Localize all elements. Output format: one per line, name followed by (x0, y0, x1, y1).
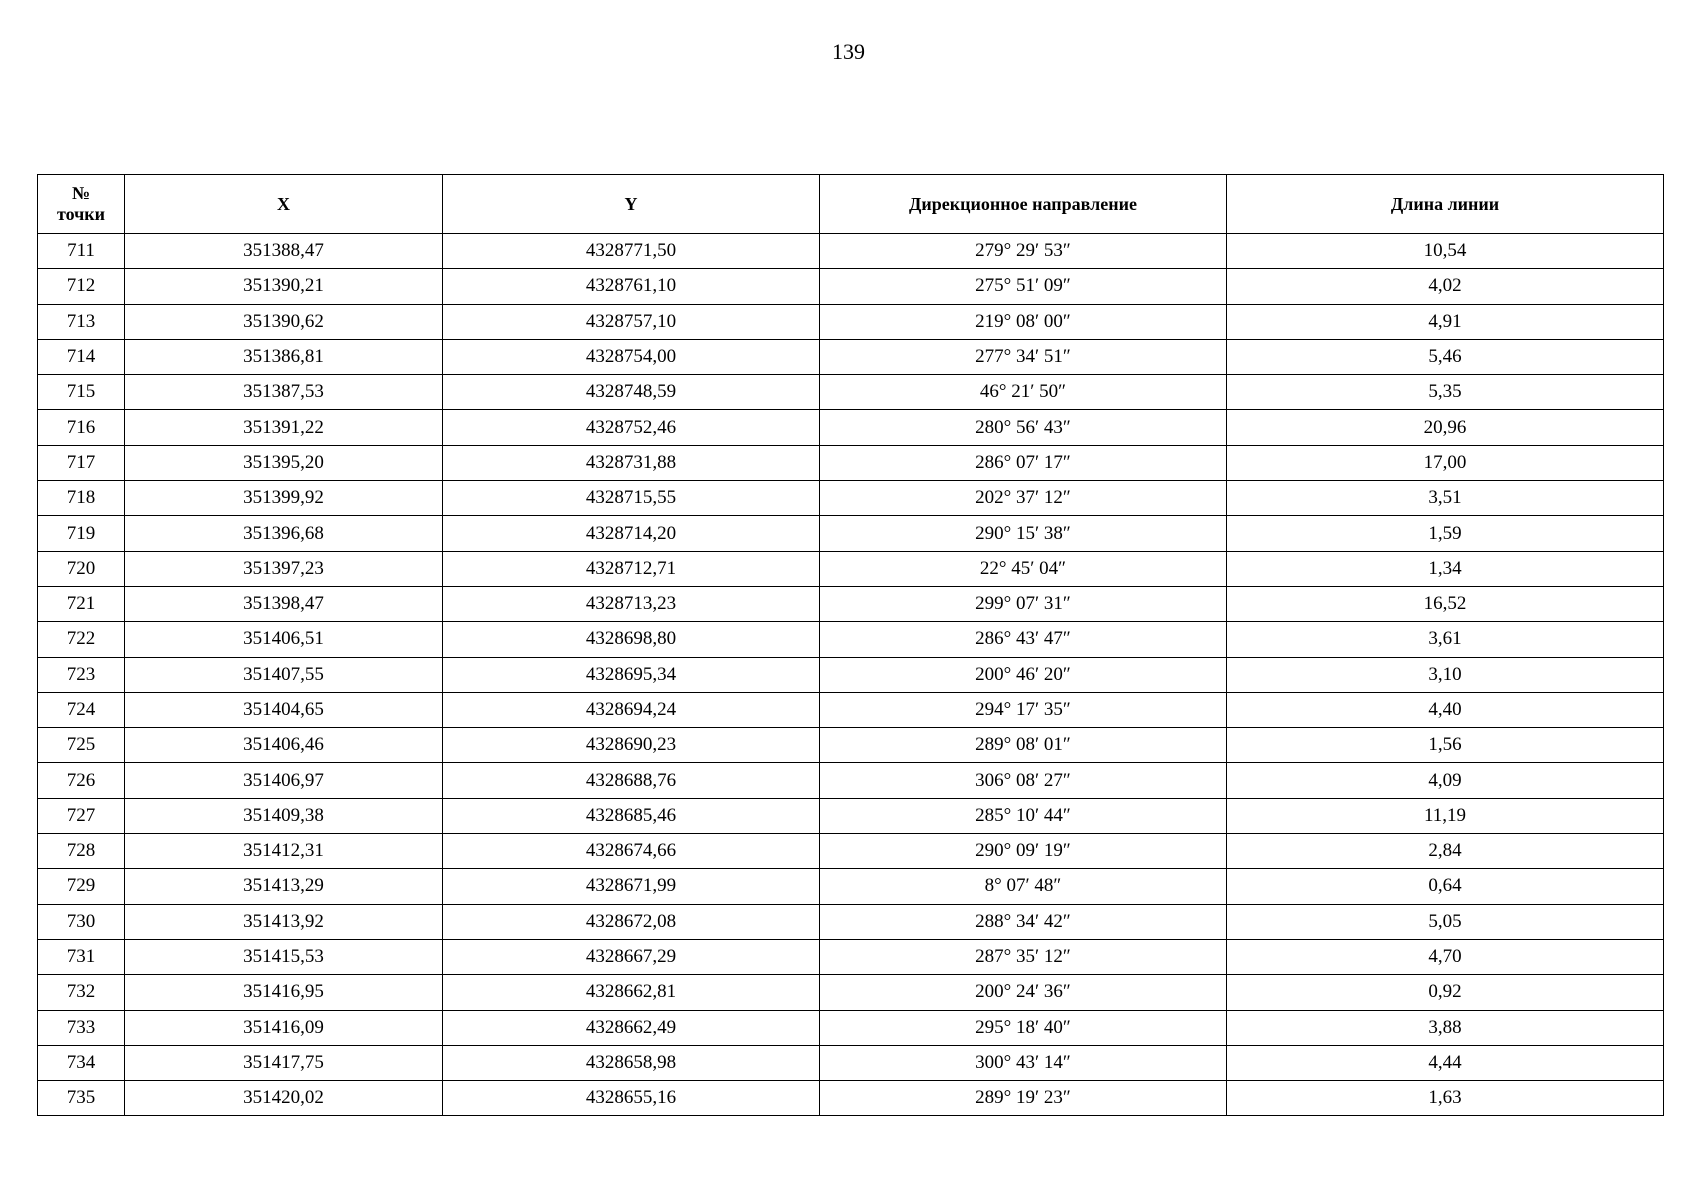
cell-y: 4328695,34 (443, 657, 820, 692)
cell-length: 5,46 (1227, 339, 1664, 374)
cell-point-number: 732 (38, 975, 125, 1010)
table-row (38, 516, 1664, 551)
cell-direction: 295° 18′ 40″ (820, 1010, 1227, 1045)
cell-direction: 280° 56′ 43″ (820, 410, 1227, 445)
table-row (38, 234, 1664, 269)
table-row (38, 410, 1664, 445)
cell-length: 3,10 (1227, 657, 1664, 692)
cell-x: 351390,21 (125, 269, 443, 304)
cell-length: 1,56 (1227, 728, 1664, 763)
table-row (38, 269, 1664, 304)
cell-x: 351416,95 (125, 975, 443, 1010)
cell-x: 351396,68 (125, 516, 443, 551)
cell-point-number: 711 (38, 234, 125, 269)
cell-point-number: 729 (38, 869, 125, 904)
cell-direction: 286° 43′ 47″ (820, 622, 1227, 657)
cell-point-number: 724 (38, 692, 125, 727)
header-point-number: № точки (38, 175, 125, 234)
cell-y: 4328671,99 (443, 869, 820, 904)
cell-length: 1,63 (1227, 1081, 1664, 1116)
cell-x: 351416,09 (125, 1010, 443, 1045)
cell-length: 5,05 (1227, 904, 1664, 939)
cell-x: 351398,47 (125, 586, 443, 621)
table-row (38, 728, 1664, 763)
cell-y: 4328752,46 (443, 410, 820, 445)
cell-length: 1,34 (1227, 551, 1664, 586)
cell-y: 4328757,10 (443, 304, 820, 339)
cell-y: 4328748,59 (443, 375, 820, 410)
cell-length: 4,91 (1227, 304, 1664, 339)
coordinates-table (37, 174, 1664, 1116)
cell-x: 351412,31 (125, 834, 443, 869)
table-row (38, 763, 1664, 798)
cell-direction: 277° 34′ 51″ (820, 339, 1227, 374)
cell-y: 4328694,24 (443, 692, 820, 727)
cell-direction: 287° 35′ 12″ (820, 939, 1227, 974)
cell-length: 1,59 (1227, 516, 1664, 551)
cell-x: 351406,46 (125, 728, 443, 763)
cell-direction: 285° 10′ 44″ (820, 798, 1227, 833)
table-row (38, 1081, 1664, 1116)
cell-length: 20,96 (1227, 410, 1664, 445)
cell-length: 0,92 (1227, 975, 1664, 1010)
cell-y: 4328712,71 (443, 551, 820, 586)
header-x: X (125, 175, 443, 234)
cell-y: 4328690,23 (443, 728, 820, 763)
cell-direction: 290° 09′ 19″ (820, 834, 1227, 869)
cell-length: 11,19 (1227, 798, 1664, 833)
cell-x: 351404,65 (125, 692, 443, 727)
cell-point-number: 735 (38, 1081, 125, 1116)
table-row (38, 798, 1664, 833)
cell-direction: 300° 43′ 14″ (820, 1045, 1227, 1080)
cell-point-number: 715 (38, 375, 125, 410)
cell-x: 351409,38 (125, 798, 443, 833)
table-row (38, 586, 1664, 621)
cell-y: 4328714,20 (443, 516, 820, 551)
cell-direction: 288° 34′ 42″ (820, 904, 1227, 939)
cell-direction: 289° 08′ 01″ (820, 728, 1227, 763)
cell-direction: 200° 24′ 36″ (820, 975, 1227, 1010)
header-y: Y (443, 175, 820, 234)
cell-y: 4328754,00 (443, 339, 820, 374)
table-body (38, 234, 1664, 1116)
cell-length: 3,61 (1227, 622, 1664, 657)
cell-direction: 219° 08′ 00″ (820, 304, 1227, 339)
cell-y: 4328674,66 (443, 834, 820, 869)
header-direction: Дирекционное направление (820, 175, 1227, 234)
cell-direction: 286° 07′ 17″ (820, 445, 1227, 480)
page-number: 139 (832, 39, 865, 64)
cell-point-number: 731 (38, 939, 125, 974)
cell-y: 4328662,49 (443, 1010, 820, 1045)
cell-x: 351420,02 (125, 1081, 443, 1116)
cell-x: 351386,81 (125, 339, 443, 374)
cell-y: 4328688,76 (443, 763, 820, 798)
table-row (38, 904, 1664, 939)
cell-point-number: 714 (38, 339, 125, 374)
table-row (38, 481, 1664, 516)
cell-point-number: 722 (38, 622, 125, 657)
table-row (38, 869, 1664, 904)
cell-length: 3,88 (1227, 1010, 1664, 1045)
cell-y: 4328672,08 (443, 904, 820, 939)
cell-x: 351415,53 (125, 939, 443, 974)
cell-y: 4328685,46 (443, 798, 820, 833)
table-row (38, 445, 1664, 480)
cell-x: 351417,75 (125, 1045, 443, 1080)
cell-point-number: 721 (38, 586, 125, 621)
cell-direction: 200° 46′ 20″ (820, 657, 1227, 692)
cell-y: 4328698,80 (443, 622, 820, 657)
cell-length: 2,84 (1227, 834, 1664, 869)
cell-point-number: 728 (38, 834, 125, 869)
table-row (38, 551, 1664, 586)
cell-direction: 202° 37′ 12″ (820, 481, 1227, 516)
cell-length: 5,35 (1227, 375, 1664, 410)
cell-point-number: 720 (38, 551, 125, 586)
table-row (38, 1010, 1664, 1045)
cell-x: 351407,55 (125, 657, 443, 692)
cell-y: 4328655,16 (443, 1081, 820, 1116)
cell-length: 4,70 (1227, 939, 1664, 974)
table-header (38, 175, 1664, 234)
cell-point-number: 723 (38, 657, 125, 692)
cell-length: 17,00 (1227, 445, 1664, 480)
cell-point-number: 713 (38, 304, 125, 339)
cell-point-number: 730 (38, 904, 125, 939)
cell-x: 351395,20 (125, 445, 443, 480)
table-row (38, 834, 1664, 869)
cell-direction: 299° 07′ 31″ (820, 586, 1227, 621)
cell-y: 4328658,98 (443, 1045, 820, 1080)
header-length: Длина линии (1227, 175, 1664, 234)
cell-length: 3,51 (1227, 481, 1664, 516)
cell-point-number: 726 (38, 763, 125, 798)
cell-point-number: 727 (38, 798, 125, 833)
cell-length: 4,40 (1227, 692, 1664, 727)
cell-point-number: 716 (38, 410, 125, 445)
cell-direction: 8° 07′ 48″ (820, 869, 1227, 904)
cell-direction: 22° 45′ 04″ (820, 551, 1227, 586)
cell-x: 351391,22 (125, 410, 443, 445)
cell-length: 16,52 (1227, 586, 1664, 621)
table-row (38, 622, 1664, 657)
table-row (38, 657, 1664, 692)
table-row (38, 692, 1664, 727)
cell-direction: 294° 17′ 35″ (820, 692, 1227, 727)
table-row (38, 939, 1664, 974)
cell-point-number: 719 (38, 516, 125, 551)
cell-x: 351413,29 (125, 869, 443, 904)
table-row (38, 339, 1664, 374)
cell-direction: 275° 51′ 09″ (820, 269, 1227, 304)
cell-y: 4328667,29 (443, 939, 820, 974)
cell-y: 4328713,23 (443, 586, 820, 621)
table-row (38, 1045, 1664, 1080)
cell-x: 351390,62 (125, 304, 443, 339)
cell-length: 0,64 (1227, 869, 1664, 904)
cell-x: 351388,47 (125, 234, 443, 269)
cell-direction: 279° 29′ 53″ (820, 234, 1227, 269)
table-row (38, 975, 1664, 1010)
cell-length: 10,54 (1227, 234, 1664, 269)
table-row (38, 304, 1664, 339)
cell-point-number: 734 (38, 1045, 125, 1080)
cell-x: 351406,97 (125, 763, 443, 798)
cell-y: 4328662,81 (443, 975, 820, 1010)
cell-direction: 306° 08′ 27″ (820, 763, 1227, 798)
cell-point-number: 733 (38, 1010, 125, 1045)
cell-y: 4328771,50 (443, 234, 820, 269)
cell-y: 4328731,88 (443, 445, 820, 480)
cell-direction: 289° 19′ 23″ (820, 1081, 1227, 1116)
table-row (38, 375, 1664, 410)
cell-direction: 46° 21′ 50″ (820, 375, 1227, 410)
cell-point-number: 725 (38, 728, 125, 763)
cell-x: 351406,51 (125, 622, 443, 657)
cell-point-number: 717 (38, 445, 125, 480)
cell-point-number: 712 (38, 269, 125, 304)
cell-length: 4,44 (1227, 1045, 1664, 1080)
cell-x: 351413,92 (125, 904, 443, 939)
cell-x: 351397,23 (125, 551, 443, 586)
header-row (38, 175, 1664, 234)
cell-y: 4328715,55 (443, 481, 820, 516)
cell-x: 351399,92 (125, 481, 443, 516)
cell-x: 351387,53 (125, 375, 443, 410)
cell-length: 4,02 (1227, 269, 1664, 304)
cell-direction: 290° 15′ 38″ (820, 516, 1227, 551)
cell-point-number: 718 (38, 481, 125, 516)
cell-length: 4,09 (1227, 763, 1664, 798)
cell-y: 4328761,10 (443, 269, 820, 304)
